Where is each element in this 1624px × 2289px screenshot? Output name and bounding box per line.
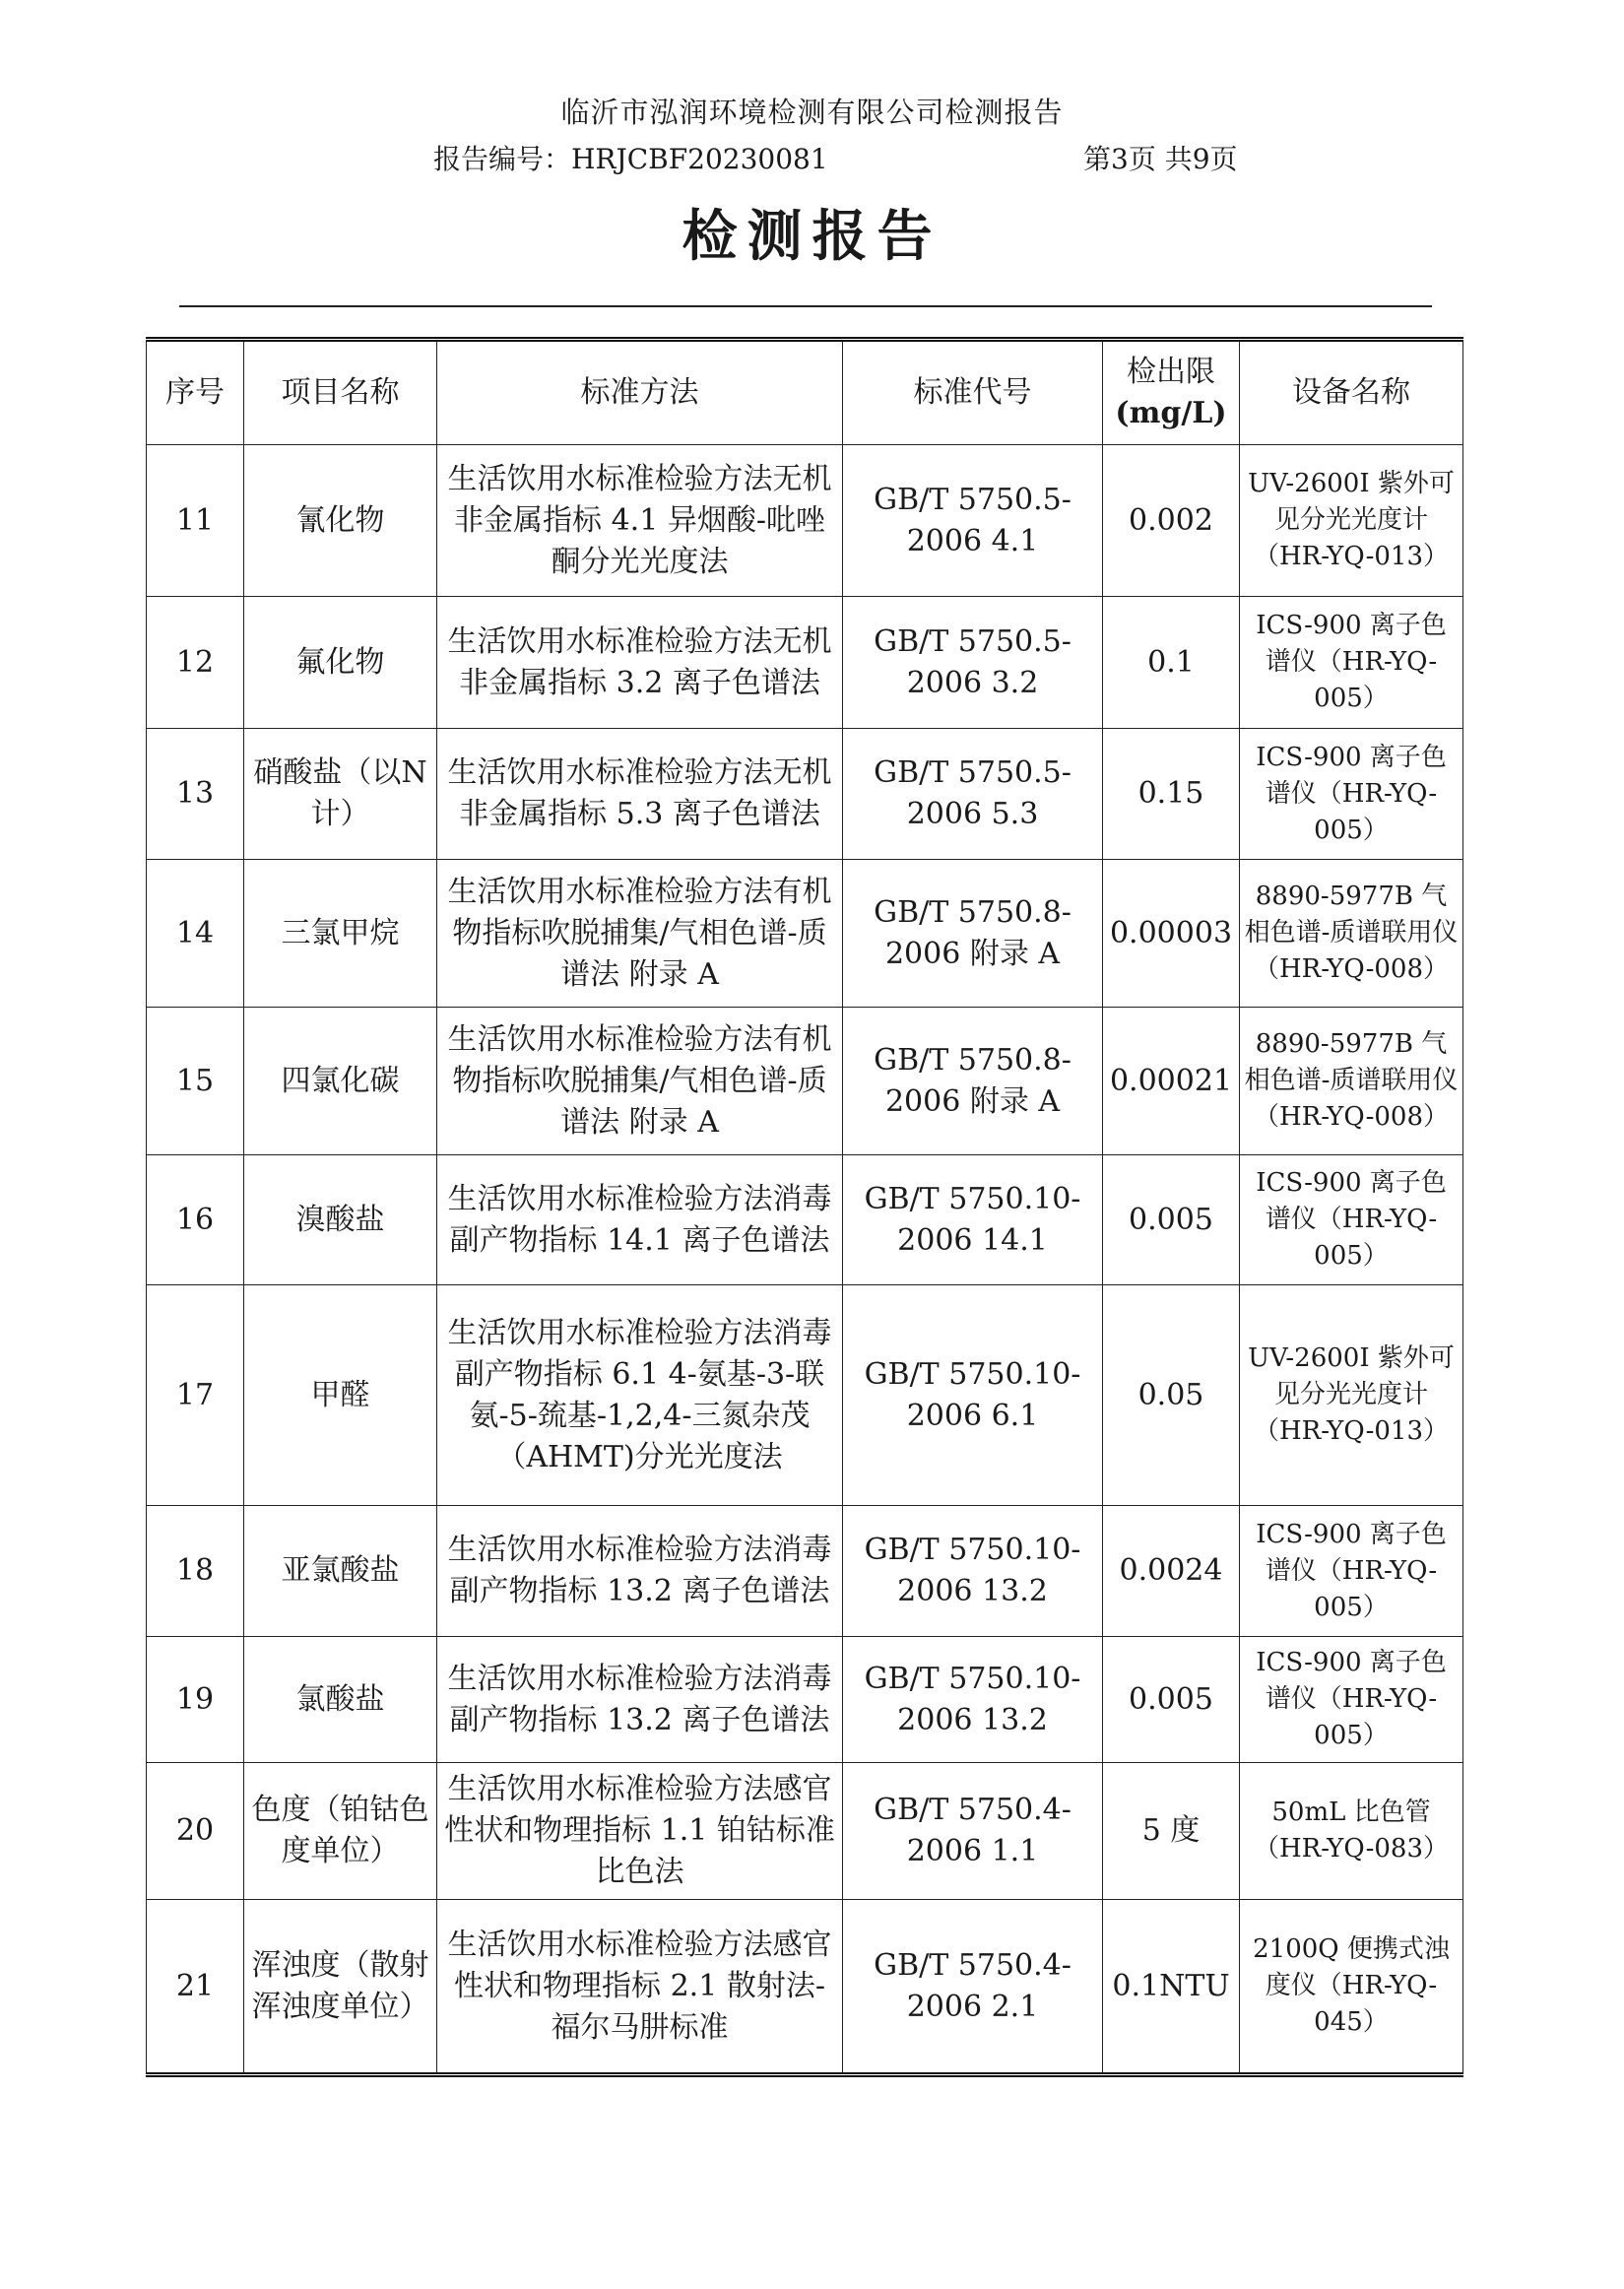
title-divider (179, 305, 1432, 307)
cell-item: 氰化物 (244, 445, 437, 597)
cell-item: 氟化物 (244, 597, 437, 729)
cell-equipment: ICS-900 离子色谱仪（HR-YQ-005） (1240, 1155, 1463, 1285)
table-row (147, 445, 1463, 597)
cell-equipment: UV-2600I 紫外可见分光光度计（HR-YQ-013） (1240, 1285, 1463, 1506)
column-header-limit-unit: (mg/L) (1115, 396, 1227, 430)
table-row (147, 1155, 1463, 1285)
cell-seq: 18 (147, 1506, 244, 1637)
cell-code: GB/T 5750.4-2006 1.1 (843, 1763, 1103, 1900)
cell-method: 生活饮用水标准检验方法消毒副产物指标 13.2 离子色谱法 (437, 1506, 843, 1637)
cell-limit: 0.1NTU (1103, 1900, 1240, 2075)
cell-equipment: ICS-900 离子色谱仪（HR-YQ-005） (1240, 1506, 1463, 1637)
cell-seq: 19 (147, 1637, 244, 1763)
table-row (147, 1637, 1463, 1763)
cell-code: GB/T 5750.4-2006 2.1 (843, 1900, 1103, 2075)
cell-equipment: ICS-900 离子色谱仪（HR-YQ-005） (1240, 729, 1463, 860)
cell-seq: 13 (147, 729, 244, 860)
cell-limit: 0.0024 (1103, 1506, 1240, 1637)
cell-seq: 20 (147, 1763, 244, 1900)
cell-limit: 0.005 (1103, 1637, 1240, 1763)
cell-method: 生活饮用水标准检验方法无机非金属指标 5.3 离子色谱法 (437, 729, 843, 860)
column-header-method: 标准方法 (437, 340, 843, 445)
table-row (147, 729, 1463, 860)
cell-code: GB/T 5750.8-2006 附录 A (843, 860, 1103, 1008)
cell-seq: 15 (147, 1008, 244, 1155)
cell-code: GB/T 5750.10-2006 14.1 (843, 1155, 1103, 1285)
cell-code: GB/T 5750.10-2006 13.2 (843, 1506, 1103, 1637)
column-header-item: 项目名称 (244, 340, 437, 445)
cell-limit: 0.005 (1103, 1155, 1240, 1285)
cell-equipment: ICS-900 离子色谱仪（HR-YQ-005） (1240, 597, 1463, 729)
cell-seq: 12 (147, 597, 244, 729)
cell-method: 生活饮用水标准检验方法有机物指标吹脱捕集/气相色谱-质谱法 附录 A (437, 860, 843, 1008)
document-title: 检测报告 (682, 205, 942, 269)
cell-item: 硝酸盐（以N计） (244, 729, 437, 860)
cell-limit: 0.1 (1103, 597, 1240, 729)
cell-limit: 5 度 (1103, 1763, 1240, 1900)
cell-method: 生活饮用水标准检验方法感官性状和物理指标 2.1 散射法-福尔马肼标准 (437, 1900, 843, 2075)
table-header-row (147, 340, 1463, 445)
cell-limit: 0.05 (1103, 1285, 1240, 1506)
cell-item: 色度（铂钴色度单位） (244, 1763, 437, 1900)
cell-seq: 16 (147, 1155, 244, 1285)
table-row (147, 1285, 1463, 1506)
cell-limit: 0.00021 (1103, 1008, 1240, 1155)
cell-item: 溴酸盐 (244, 1155, 437, 1285)
cell-seq: 21 (147, 1900, 244, 2075)
cell-limit: 0.00003 (1103, 860, 1240, 1008)
cell-code: GB/T 5750.10-2006 13.2 (843, 1637, 1103, 1763)
cell-limit: 0.15 (1103, 729, 1240, 860)
cell-limit: 0.002 (1103, 445, 1240, 597)
column-header-code: 标准代号 (843, 340, 1103, 445)
cell-item: 氯酸盐 (244, 1637, 437, 1763)
page-indicator: 第3页 共9页 (1083, 143, 1238, 175)
cell-method: 生活饮用水标准检验方法消毒副产物指标 6.1 4-氨基-3-联氨-5-巯基-1,2,4-三氮杂茂（AHMT)分光光度法 (437, 1285, 843, 1506)
cell-method: 生活饮用水标准检验方法消毒副产物指标 14.1 离子色谱法 (437, 1155, 843, 1285)
table-row (147, 860, 1463, 1008)
cell-method: 生活饮用水标准检验方法无机非金属指标 4.1 异烟酸-吡唑酮分光光度法 (437, 445, 843, 597)
cell-method: 生活饮用水标准检验方法消毒副产物指标 13.2 离子色谱法 (437, 1637, 843, 1763)
test-methods-table (146, 337, 1463, 2077)
table-row (147, 1506, 1463, 1637)
column-header-limit (1103, 340, 1240, 445)
table-row (147, 1900, 1463, 2075)
cell-item: 浑浊度（散射浑浊度单位） (244, 1900, 437, 2075)
cell-equipment: ICS-900 离子色谱仪（HR-YQ-005） (1240, 1637, 1463, 1763)
cell-item: 亚氯酸盐 (244, 1506, 437, 1637)
cell-code: GB/T 5750.10-2006 6.1 (843, 1285, 1103, 1506)
report-company-header: 临沂市泓润环境检测有限公司检测报告 (560, 96, 1064, 129)
cell-item: 四氯化碳 (244, 1008, 437, 1155)
cell-equipment: 8890-5977B 气相色谱-质谱联用仪（HR-YQ-008） (1240, 1008, 1463, 1155)
cell-seq: 17 (147, 1285, 244, 1506)
report-number: 报告编号：HRJCBF20230081 (433, 143, 828, 175)
cell-equipment: 2100Q 便携式浊度仪（HR-YQ-045） (1240, 1900, 1463, 2075)
cell-method: 生活饮用水标准检验方法感官性状和物理指标 1.1 铂钴标准比色法 (437, 1763, 843, 1900)
cell-equipment: 8890-5977B 气相色谱-质谱联用仪（HR-YQ-008） (1240, 860, 1463, 1008)
column-header-seq: 序号 (147, 340, 244, 445)
cell-item: 三氯甲烷 (244, 860, 437, 1008)
table-row (147, 1008, 1463, 1155)
cell-code: GB/T 5750.5-2006 4.1 (843, 445, 1103, 597)
cell-code: GB/T 5750.8-2006 附录 A (843, 1008, 1103, 1155)
cell-method: 生活饮用水标准检验方法无机非金属指标 3.2 离子色谱法 (437, 597, 843, 729)
table-row (147, 1763, 1463, 1900)
column-header-equipment: 设备名称 (1240, 340, 1463, 445)
cell-code: GB/T 5750.5-2006 5.3 (843, 729, 1103, 860)
cell-seq: 14 (147, 860, 244, 1008)
column-header-limit-label: 检出限 (1127, 355, 1215, 389)
cell-seq: 11 (147, 445, 244, 597)
table-row (147, 597, 1463, 729)
cell-method: 生活饮用水标准检验方法有机物指标吹脱捕集/气相色谱-质谱法 附录 A (437, 1008, 843, 1155)
cell-item: 甲醛 (244, 1285, 437, 1506)
cell-equipment: 50mL 比色管（HR-YQ-083） (1240, 1763, 1463, 1900)
cell-code: GB/T 5750.5-2006 3.2 (843, 597, 1103, 729)
cell-equipment: UV-2600I 紫外可见分光光度计（HR-YQ-013） (1240, 445, 1463, 597)
